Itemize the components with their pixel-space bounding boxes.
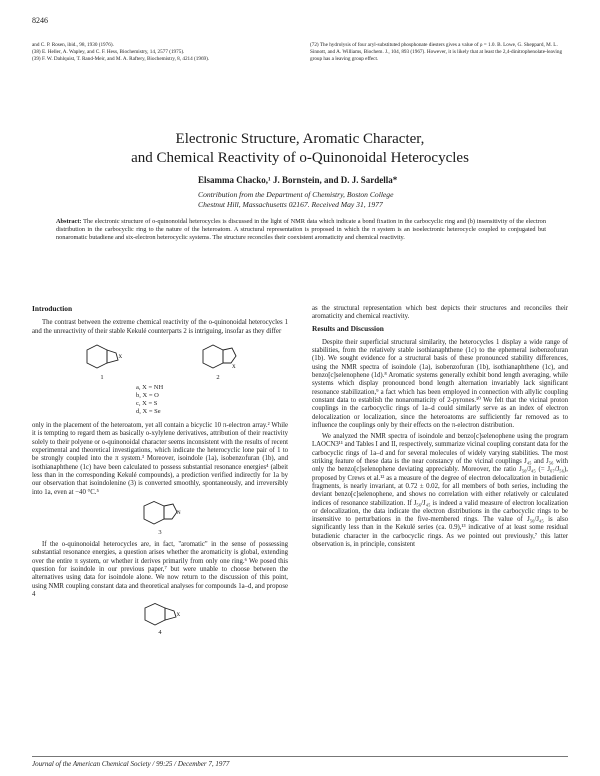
svg-text:X: X (176, 613, 181, 619)
structure-4-drawing (137, 603, 183, 629)
structure-2-drawing (195, 344, 241, 374)
footer-rule (32, 756, 568, 757)
structure-3 (32, 501, 288, 537)
intro-paragraph-1: The contrast between the extreme chemical reactivity of the o-quinonoidal heterocycles 1 and the unreactivity of their stable Kekulé counterparts 2 is intriguing, insofar as they differ (32, 319, 288, 335)
introduction-heading: Introduction (32, 304, 73, 313)
right-column (312, 305, 568, 552)
reference: (39) F. W. Dahlquist, T. Rand-Meir, and M. A. Raftery, Biochemistry, 8, 4214 (1969). (32, 56, 210, 62)
right-paragraph-0: as the structural representation which best depicts their structures and reconciles their aromaticity and chemical reactivity. (312, 305, 568, 321)
references-left (32, 42, 282, 63)
references-right (310, 42, 568, 63)
article-title (0, 130, 600, 168)
structure-2 (195, 344, 241, 382)
affiliation-line-2: Chestnut Hill, Massachusetts 02167. Received May 31, 1977 (198, 199, 383, 209)
affiliation (198, 190, 498, 209)
left-column (32, 305, 288, 642)
list-item: a, X = NH (136, 384, 164, 392)
reference: and C. P. Rosen, ibid., 98, 1930 (1976). (32, 42, 114, 48)
list-item: d, X = Se (136, 408, 161, 416)
structure-4-label: 4 (158, 629, 162, 637)
results-heading: Results and Discussion (312, 323, 384, 333)
structures-1-2 (32, 344, 288, 382)
list-item: b, X = O (136, 392, 159, 400)
svg-text:N: N (177, 510, 181, 516)
svg-text:X: X (118, 354, 123, 360)
structure-1-label: 1 (100, 373, 104, 381)
abstract (56, 218, 546, 242)
structure-1 (79, 344, 125, 382)
reference: (38) E. Heller, A. Wapley, and C. F. Hess, Biochemistry, 14, 2577 (1975). (32, 49, 185, 55)
abstract-label: Abstract: (56, 218, 82, 225)
page-number: 8246 (32, 16, 48, 25)
title-line-1: Electronic Structure, Aromatic Character, (175, 131, 425, 147)
intro-paragraph-3: If the o-quinonoidal heterocycles are, in fact, "aromatic" in the sense of possessing substantial resonance energies, a question arises whether the aromaticity is global, extending over the entire π system, or whether it derives primarily from only one ring.⁶ We posed this question for isoindole in our previous paper,⁷ but were unable to choose between the alternatives using data for isoindole alone. We now return to the discussion of this point, using NMR coupling constant data and theoretical analyses for compounds 1a–d, and propose 4 (32, 541, 288, 598)
title-line-2: and Chemical Reactivity of o-Quinonoidal Heterocycles (131, 150, 469, 166)
results-paragraph-1: Despite their superficial structural similarity, the heterocycles 1 display a wide range of stabilities, from the relatively stable isothianaphthene (1c) to the ephemeral isobenzofuran (1b). We sought evidence for a structural basis of these pronounced stability differences, using the NMR spectra of isoindole (1a), isobenzofuran (1b), isothianaphthene (1c), and benzo[c]selenophene (1d).⁸ Aromatic systems generally exhibit bond length averaging, while systems which display pronounced bond length alternation invariably lack significant resonance stabilization,⁹ a fact which has been employed in connection with allylic coupling constant data to establish the nonaromaticity of 2-pyrones.¹⁰ We felt that the vicinal proton couplings in the carbocyclic rings of 1a–d could similarly serve as an index of electron delocalization or localization, since the heteroatoms are sufficiently far removed as to influence the couplings only by their effects on the π-electron distribution. (312, 338, 568, 429)
affiliation-line-1: Contribution from the Department of Chemistry, Boston College (198, 190, 394, 199)
results-paragraph-2: We analyzed the NMR spectra of isoindole and benzo[c]selenophene using the program LAOCN3¹¹ and Tables I and II, respectively, summarize vicinal coupling constant data for the carbocyclic rings of 1a–d and for several molecules of widely varying stabilities. The most striking feature of these data is the near constancy of the vicinal couplings J₄₅ and J₅₆ with only the benzo[c]selenophene deviating appreciably. Moreover, the ratio J₅₆/J₄₅ (= J₆₇/J₅₆), proposed by Crews et al.¹² as a measure of the degree of electron delocalization in butadienic fragments, is nearly invariant, at 0.72 ± 0.02, for all members of both series, including the deviant benzo[c]selenophene, and shows no correlation with either relatively or calculated indices of resonance stabilization. If J₅₆/J₄₅ is indeed a valid measure of electron localization or delocalization, the data indicate the electron distributions in the carbocyclic rings to be insensitive to perturbations in the five-membered rings. The value of J₅₆/J₄₅ is also significantly less than in the Kekulé series (ca. 0.9),¹³ indicative of at least some residual butadienic character in the carbocyclic rings. As we pointed out previously,⁷ this latter observation is, in principle, consistent (312, 433, 568, 549)
structure-3-label: 3 (158, 528, 162, 536)
structure-3-drawing (136, 501, 184, 529)
heteroatom-list (136, 384, 288, 416)
structure-4 (32, 603, 288, 637)
list-item: c, X = S (136, 400, 158, 408)
structure-2-label: 2 (216, 373, 220, 381)
journal-footer: Journal of the American Chemical Society / 99:25 / December 7, 1977 (32, 760, 230, 768)
author-list: Elsamma Chacko,¹ J. Bornstein, and D. J. Sardella* (198, 175, 398, 185)
reference: (72) The hydrolysis of four aryl-substituted phosphonate diesters gives a value of ρ = 1.0. B. Lowe, G. Sheppard, M. L. Sinnott, and A. Williams, Biochem. J., 104, 893 (1967). However, it is likely that at least the 2,4-dinitrophenolate-leaving group has a leaving group effect. (310, 42, 563, 62)
svg-text:X: X (232, 364, 236, 370)
abstract-text: The electronic structure of o-quinonoidal heterocycles is discussed in the light of NMR data which indicate a bond fixation in the carbocyclic ring and (b) insensitivity of the electron distribution in the carbocyclic ring to the nature of the heteroatom. A structural representation is proposed in which the π system is an isoelectronic heterocycle coupled to conjugated but nonaromatic butadiene and six-electron heterocyclic systems. The structure reconciles their coexistent aromaticity and chemical reactivity. (56, 218, 546, 241)
intro-paragraph-2: only in the placement of the heteroatom, yet all contain a bicyclic 10 π-electron array.² While it is tempting to regard them as basically o-xylylene derivatives, attribution of their reactivity solely to their polyene or o-quinonoidal character seems inconsistent with the results of recent experimental and theoretical investigations, which indicate the heterocyclic lone pair of 1 to be strongly coupled into the π system.³ Moreover, isoindole (1a), isobenzofuran (1b), and isothianaphthene (1c) have been calculated to possess substantial resonance energies⁴ (albeit less than in the corresponding Kekulé compounds), a prediction verified indirectly for 1a by our observation that isoindolenine (3) is converted smoothly, spontaneously, and irreversibly into 1a, even at −40 °C.⁵ (32, 422, 288, 496)
structure-1-drawing (79, 344, 125, 374)
